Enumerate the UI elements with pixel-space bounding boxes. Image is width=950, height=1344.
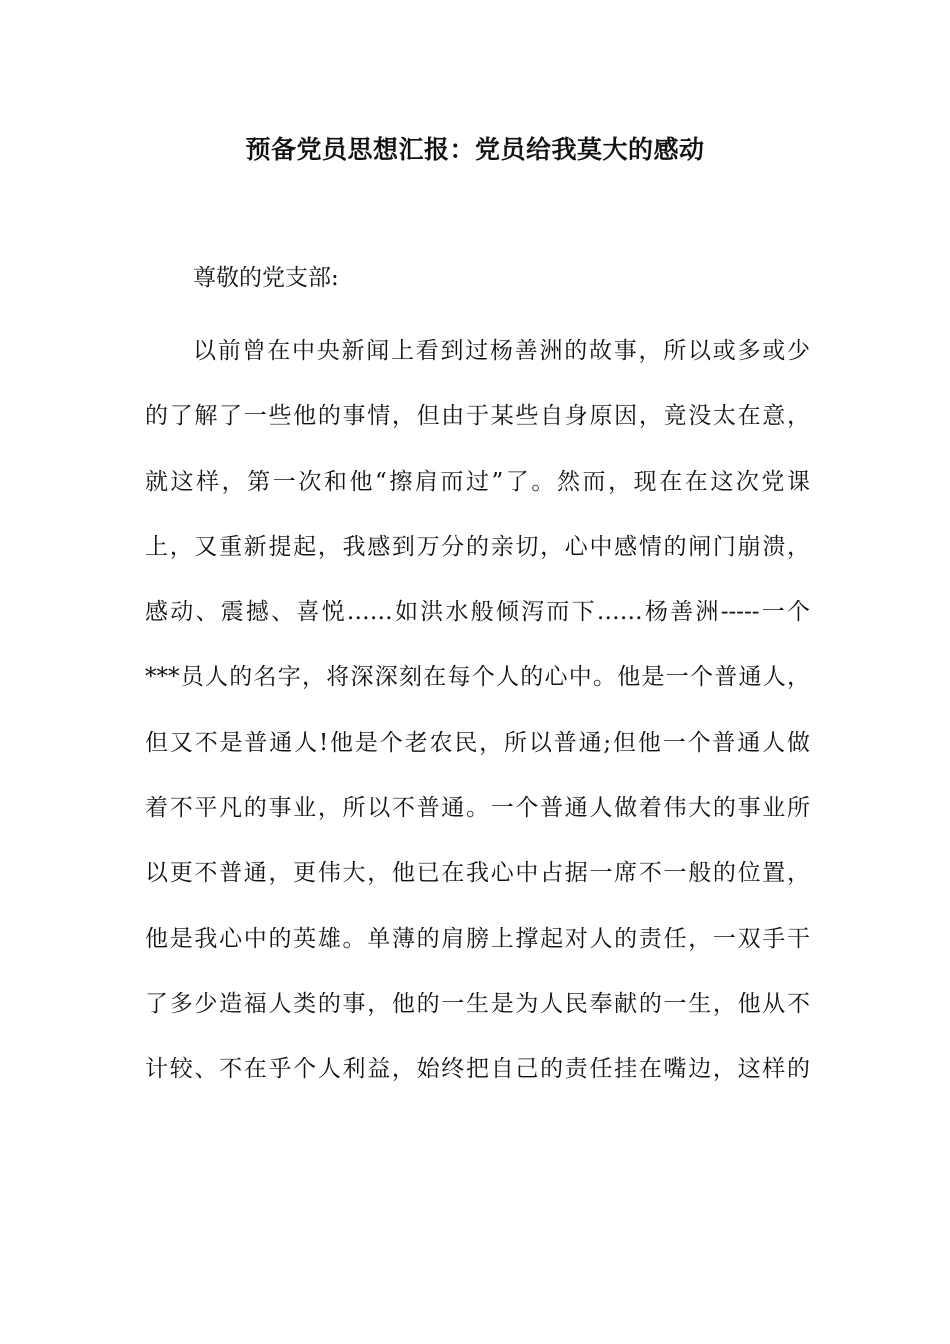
- body-line: 他是我心中的英雄。单薄的肩膀上撑起对人的责任，一双手干: [145, 925, 810, 952]
- body-line: 计较、不在乎个人利益，始终把自己的责任挂在嘴边，这样的: [145, 1056, 810, 1083]
- document-title: 预备党员思想汇报：党员给我莫大的感动: [245, 135, 705, 164]
- body-paragraph: [145, 331, 810, 1115]
- body-line: 上，又重新提起，我感到万分的亲切，心中感情的闸门崩溃，: [145, 533, 810, 560]
- body-line: ***员人的名字，将深深刻在每个人的心中。他是一个普通人，: [145, 664, 810, 691]
- salutation: 尊敬的党支部:: [193, 265, 339, 291]
- body-line: 感动、震撼、喜悦……如洪水般倾泻而下……杨善洲-----一个: [145, 599, 810, 626]
- body-line: 就这样，第一次和他“擦肩而过”了。然而，现在在这次党课: [145, 468, 810, 495]
- body-line: 了多少造福人类的事，他的一生是为人民奉献的一生，他从不: [145, 990, 810, 1017]
- body-line: 着不平凡的事业，所以不普通。一个普通人做着伟大的事业所: [145, 795, 810, 822]
- body-line: 以前曾在中央新闻上看到过杨善洲的故事，所以或多或少: [193, 338, 810, 364]
- body-line: 以更不普通，更伟大，他已在我心中占据一席不一般的位置，: [145, 860, 810, 887]
- body-line: 但又不是普通人!他是个老农民，所以普通;但他一个普通人做: [145, 729, 810, 756]
- body-line: 的了解了一些他的事情，但由于某些自身原因，竟没太在意，: [145, 403, 810, 430]
